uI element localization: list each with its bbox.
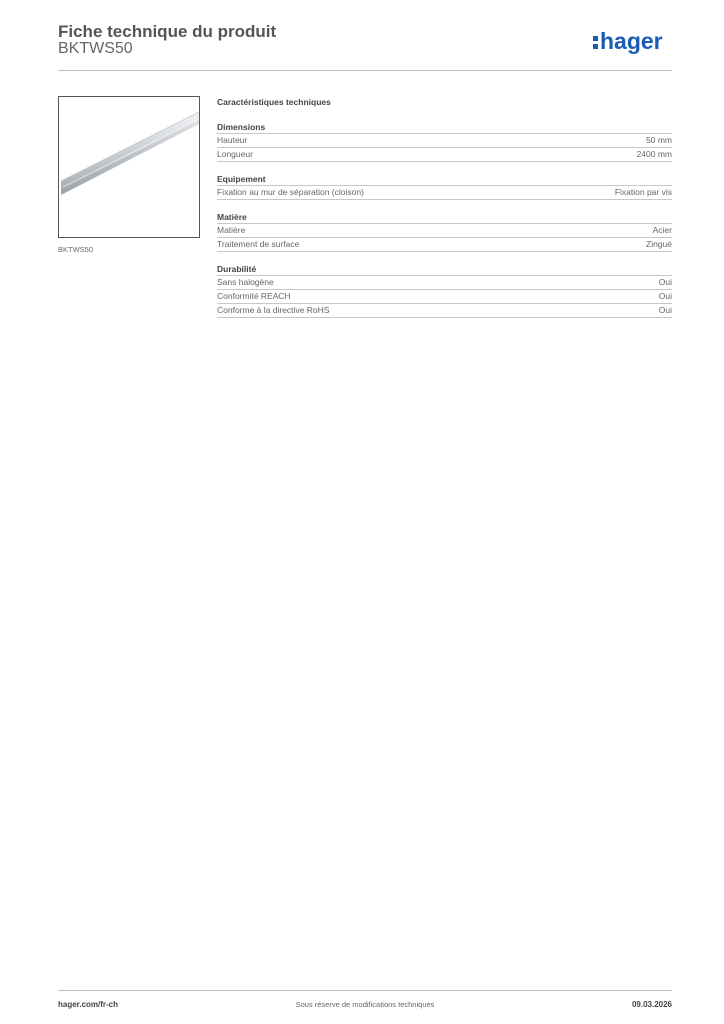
spec-label: Traitement de surface xyxy=(217,239,300,249)
spec-row xyxy=(217,238,672,252)
specs-title: Caractéristiques techniques xyxy=(217,97,331,107)
spec-value: 50 mm xyxy=(646,135,672,145)
spec-label: Matière xyxy=(217,225,246,235)
group-title: Equipement xyxy=(217,173,672,186)
spec-row xyxy=(217,186,672,200)
spec-row xyxy=(217,290,672,304)
steel-profile-image xyxy=(59,97,200,238)
footer-notice: Sous réserve de modifications techniques xyxy=(295,1000,435,1009)
spec-row xyxy=(217,148,672,162)
page-header xyxy=(58,22,672,71)
group-title: Matière xyxy=(217,211,672,224)
spec-row xyxy=(217,134,672,148)
spec-value: Oui xyxy=(658,277,672,287)
hager-logo xyxy=(592,27,672,57)
logo-text: hager xyxy=(600,28,663,54)
footer-date: 09.03.2026 xyxy=(631,1000,672,1009)
spec-label: Conforme à la directive RoHS xyxy=(217,305,330,315)
spec-group-durability xyxy=(217,263,672,318)
spec-row xyxy=(217,304,672,318)
product-image-caption: BKTWS50 xyxy=(58,245,94,254)
spec-label: Longueur xyxy=(217,149,253,159)
spec-row xyxy=(217,276,672,290)
spec-row xyxy=(217,224,672,238)
spec-value: Oui xyxy=(658,305,672,315)
spec-value: 2400 mm xyxy=(636,149,672,159)
spec-label: Fixation au mur de séparation (cloison) xyxy=(217,187,364,197)
group-title: Durabilité xyxy=(217,263,672,276)
spec-label: Sans halogène xyxy=(217,277,274,287)
product-image-frame xyxy=(58,96,200,238)
spec-value: Acier xyxy=(652,225,672,235)
spec-label: Hauteur xyxy=(217,135,248,145)
page-footer xyxy=(58,990,672,1013)
technical-specifications xyxy=(217,96,672,329)
spec-label: Conformité REACH xyxy=(217,291,291,301)
spec-value: Oui xyxy=(658,291,672,301)
group-title: Dimensions xyxy=(217,121,672,134)
footer-website-link[interactable]: hager.com/fr-ch xyxy=(58,1000,119,1009)
page-title: Fiche technique du produit xyxy=(58,22,277,41)
spec-group-material xyxy=(217,211,672,252)
spec-group-equipment xyxy=(217,173,672,200)
spec-group-dimensions xyxy=(217,121,672,162)
spec-value: Fixation par vis xyxy=(614,187,672,197)
product-reference: BKTWS50 xyxy=(58,40,133,57)
spec-value: Zingué xyxy=(646,239,672,249)
